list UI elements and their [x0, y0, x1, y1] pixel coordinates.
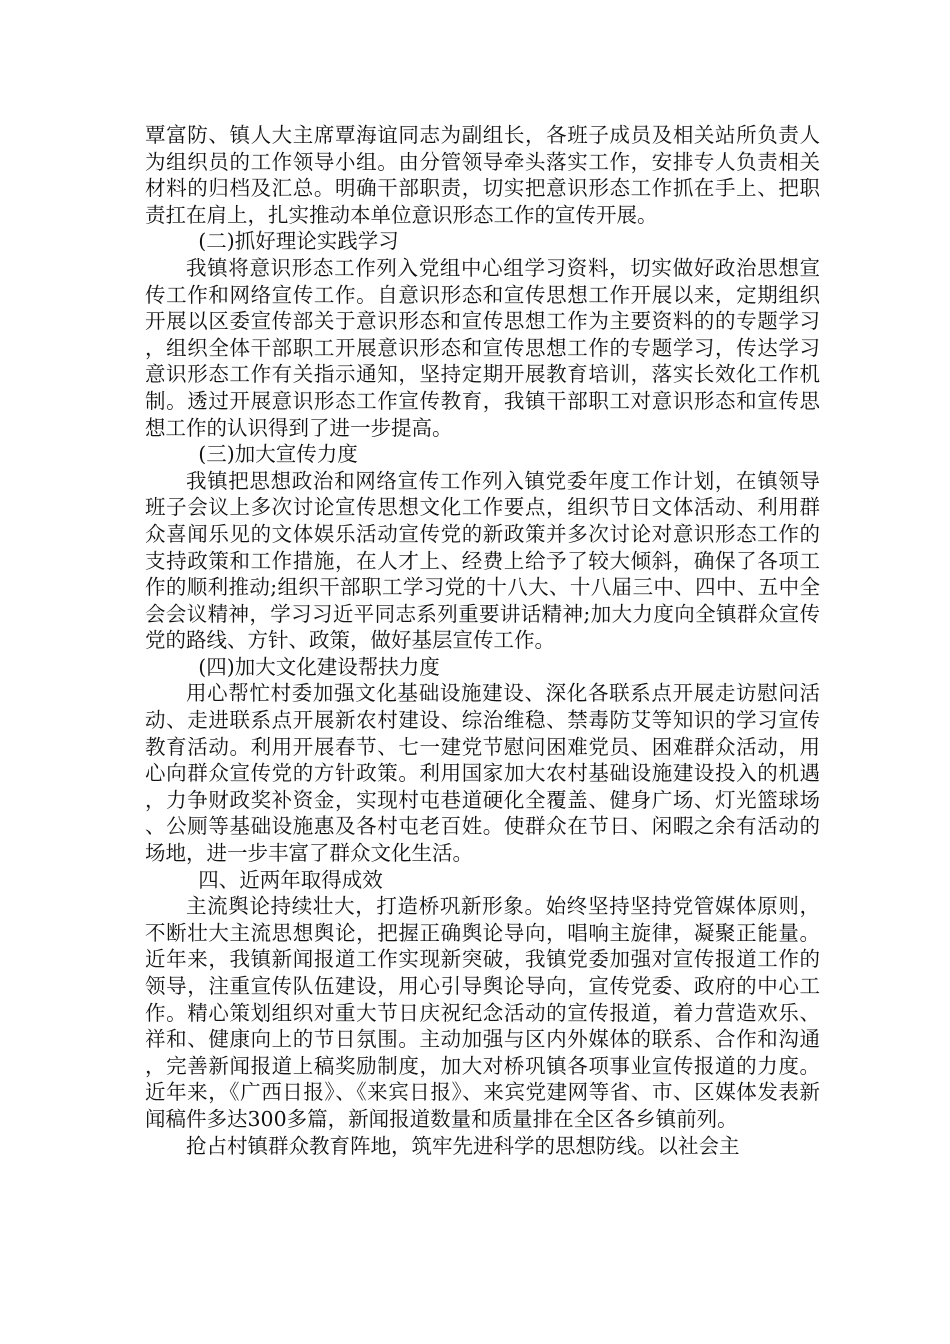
paragraph-culture-support: 用心帮忙村委加强文化基础设施建设、深化各联系点开展走访慰问活动、走进联系点开展新农村建设、综治维稳、禁毒防艾等知识的学习宣传教育活动。利用开展春节、七一建党节慰问困难党员、困难群众活动，用心向群众宣传党的方针政策。利用国家加大农村基础设施建设投入的机遇，力争财政奖补资金，实现村屯巷道硬化全覆盖、健身广场、灯光篮球场、公厕等基础设施惠及各村屯老百姓。使群众在节日、闲暇之余有活动的场地，进一步丰富了群众文化生活。: [145, 681, 820, 866]
paragraph-education-front: 抢占村镇群众教育阵地，筑牢先进科学的思想防线。以社会主: [186, 1133, 740, 1158]
section-heading-theory-study: (二)抓好理论实践学习: [198, 229, 399, 254]
paragraph-media-achievements: 主流舆论持续壮大，打造桥巩新形象。始终坚持坚持党管媒体原则，不断壮大主流思想舆论，把握正确舆论导向，唱响主旋律，凝聚正能量。近年来，我镇新闻报道工作实现新突破，我镇党委加强对宣传报道工作的领导，注重宣传队伍建设，用心引导舆论导向，宣传党委、政府的中心工作。精心策划组织对重大节日庆祝纪念活动的宣传报道，着力营造欢乐、祥和、健康向上的节日氛围。主动加强与区内外媒体的联系、合作和沟通，完善新闻报道上稿奖励制度，加大对桥巩镇各项事业宣传报道的力度。近年来，《广西日报》、《来宾日报》、来宾党建网等省、市、区媒体发表新闻稿件多达300多篇，新闻报道数量和质量排在全区各乡镇前列。: [145, 894, 820, 1131]
section-heading-culture-support: (四)加大文化建设帮扶力度: [198, 654, 440, 679]
section-heading-achievements: 四、近两年取得成效: [198, 867, 383, 892]
paragraph-leadership-group: 覃富防、镇人大主席覃海谊同志为副组长，各班子成员及相关站所负责人为组织员的工作领导小组。由分管领导牵头落实工作，安排专人负责相关材料的归档及汇总。明确干部职责，切实把意识形态工作抓在手上、把职责扛在肩上，扎实推动本单位意识形态工作的宣传开展。: [145, 123, 820, 227]
paragraph-publicity: 我镇把思想政治和网络宣传工作列入镇党委年度工作计划，在镇领导班子会议上多次讨论宣传思想文化工作要点，组织节日文体活动、利用群众喜闻乐见的文体娱乐活动宣传党的新政策并多次讨论对意识形态工作的支持政策和工作措施，在人才上、经费上给予了较大倾斜，确保了各项工作的顺利推动;组织干部职工学习党的十八大、十八届三中、四中、五中全会会议精神，学习习近平同志系列重要讲话精神;加大力度向全镇群众宣传党的路线、方针、政策，做好基层宣传工作。: [145, 468, 820, 653]
document-page: [145, 122, 820, 1159]
paragraph-theory-study: 我镇将意识形态工作列入党组中心组学习资料，切实做好政治思想宣传工作和网络宣传工作。自意识形态和宣传思想工作开展以来，定期组织开展以区委宣传部关于意识形态和宣传思想工作为主要资料的的专题学习，组织全体干部职工开展意识形态和宣传思想工作的专题学习，传达学习意识形态工作有关指示通知，坚持定期开展教育培训，落实长效化工作机制。透过开展意识形态工作宣传教育，我镇干部职工对意识形态和宣传思想工作的认识得到了进一步提高。: [145, 255, 820, 440]
section-heading-publicity: (三)加大宣传力度: [198, 442, 358, 467]
